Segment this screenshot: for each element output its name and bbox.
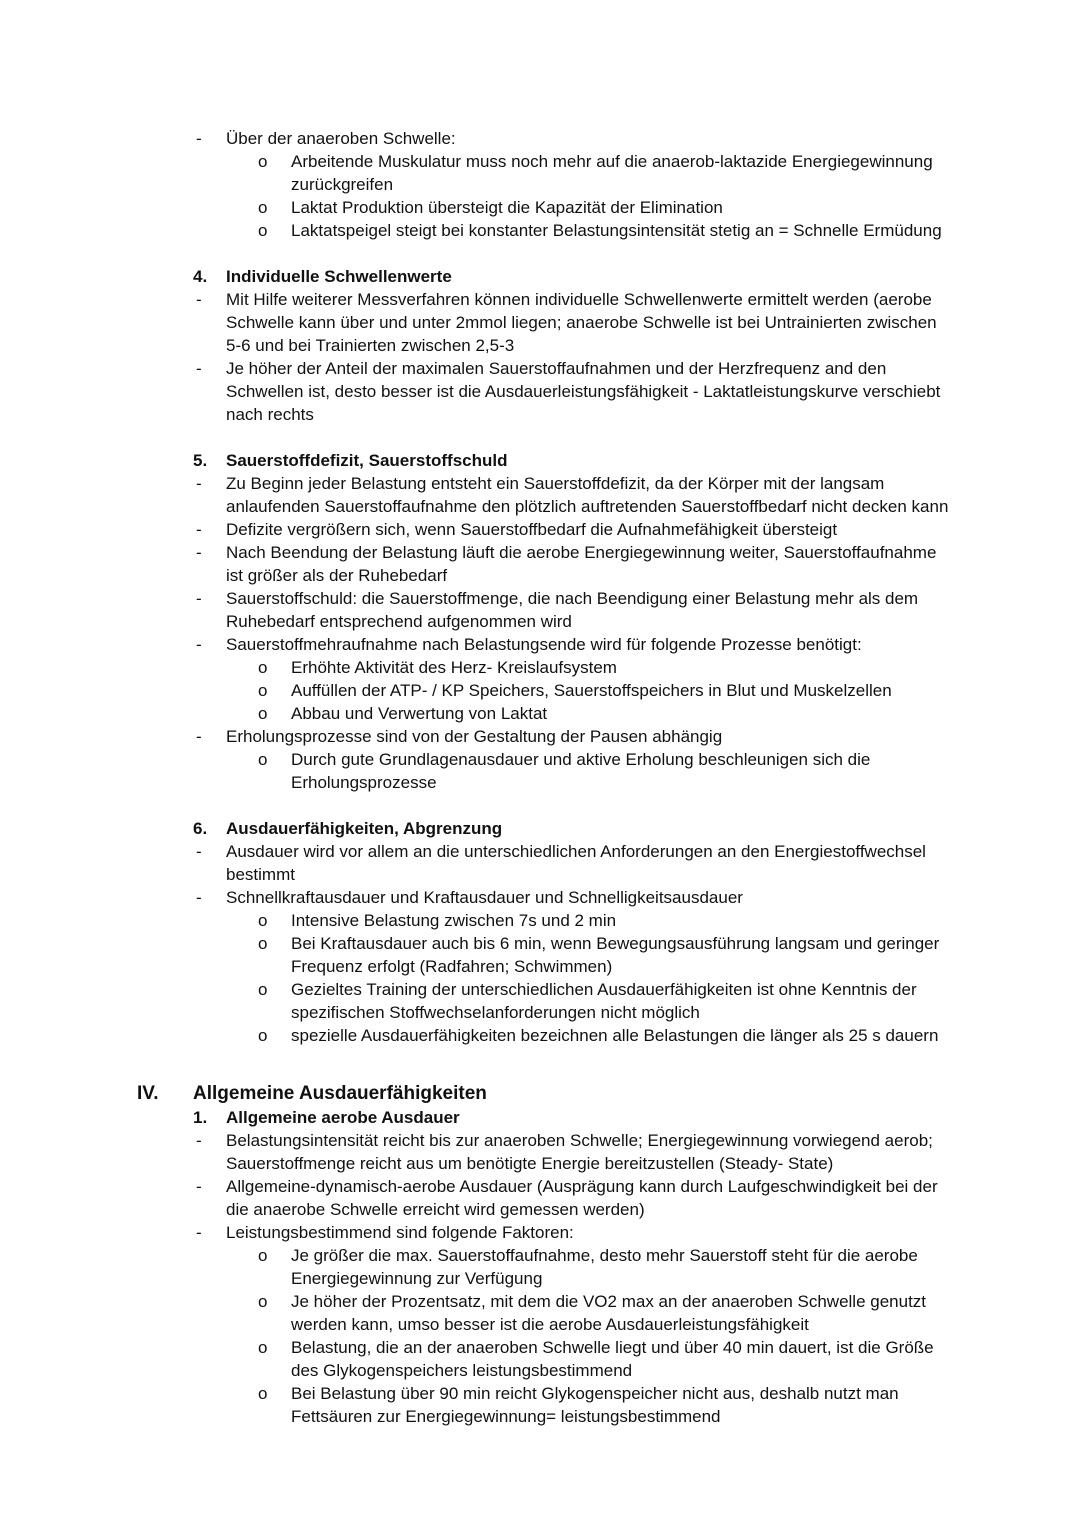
line-text: Belastungsintensität reicht bis zur anaeroben Schwelle; Energiegewinnung vorwiegend aerob; Sauerstoffmenge reicht aus um benötigte Energie bereitzustellen (Steady- State): [226, 1131, 933, 1173]
line-text: Sauerstoffdefizit, Sauerstoffschuld: [226, 451, 508, 470]
circle-bullet: o: [258, 750, 268, 769]
line-text: Zu Beginn jeder Belastung entsteht ein Sauerstoffdefizit, da der Körper mit der langsam anlaufenden Sauerstoffaufnahme den plötzlich auftretenden Sauerstoffbedarf nicht decken kann: [226, 474, 949, 516]
line-text: Durch gute Grundlagenausdauer und aktive Erholung beschleunigen sich die Erholungsprozesse: [291, 750, 871, 792]
dash-bullet: -: [196, 1177, 202, 1196]
circle-list-item: [0, 748, 1080, 794]
section-number: 1.: [193, 1108, 208, 1127]
line-text: Defizite vergrößern sich, wenn Sauerstoffbedarf die Aufnahmefähigkeit übersteigt: [226, 520, 838, 539]
circle-list-item: [0, 196, 1080, 219]
line-text: Sauerstoffmehraufnahme nach Belastungsende wird für folgende Prozesse benötigt:: [226, 635, 862, 654]
dash-list-item: [0, 587, 1080, 633]
dash-list-item: [0, 886, 1080, 909]
dash-bullet: -: [196, 727, 202, 746]
circle-bullet: o: [258, 704, 268, 723]
dash-list-item: [0, 1129, 1080, 1175]
section-heading: [0, 817, 1080, 840]
circle-list-item: [0, 656, 1080, 679]
circle-bullet: o: [258, 1292, 268, 1311]
circle-bullet: o: [258, 980, 268, 999]
circle-bullet: o: [258, 221, 268, 240]
line-text: Nach Beendung der Belastung läuft die aerobe Energiegewinnung weiter, Sauerstoffaufnahme ist größer als der Ruhebedarf: [226, 543, 937, 585]
line-text: Laktatspeigel steigt bei konstanter Belastungsintensität stetig an = Schnelle Ermüdung: [291, 221, 942, 240]
section-number: 5.: [193, 451, 208, 470]
circle-bullet: o: [258, 1026, 268, 1045]
circle-bullet: o: [258, 681, 268, 700]
line-text: Belastung, die an der anaeroben Schwelle liegt und über 40 min dauert, ist die Größe des Glykogenspeichers leistungsbestimmend: [291, 1338, 934, 1380]
circle-list-item: [0, 1024, 1080, 1047]
circle-list-item: [0, 932, 1080, 978]
line-text: Abbau und Verwertung von Laktat: [291, 704, 548, 723]
circle-list-item: [0, 679, 1080, 702]
line-text: Allgemeine Ausdauerfähigkeiten: [193, 1083, 487, 1104]
paragraph-spacer: [0, 1047, 1080, 1082]
paragraph-spacer: [0, 794, 1080, 817]
dash-list-item: [0, 541, 1080, 587]
circle-list-item: [0, 702, 1080, 725]
dash-bullet: -: [196, 842, 202, 861]
chapter-heading: [0, 1082, 1080, 1106]
line-text: Gezieltes Training der unterschiedlichen Ausdauerfähigkeiten ist ohne Kenntnis der spezifischen Stoffwechselanforderungen nicht möglich: [291, 980, 917, 1022]
section-number: 4.: [193, 267, 208, 286]
section-heading: [0, 449, 1080, 472]
circle-list-item: [0, 1290, 1080, 1336]
circle-bullet: o: [258, 1338, 268, 1357]
dash-list-item: [0, 288, 1080, 357]
line-text: Individuelle Schwellenwerte: [226, 267, 452, 286]
line-text: Ausdauer wird vor allem an die unterschiedlichen Anforderungen an den Energiestoffwechsel bestimmt: [226, 842, 926, 884]
line-text: Über der anaeroben Schwelle:: [226, 129, 456, 148]
line-text: Schnellkraftausdauer und Kraftausdauer und Schnelligkeitsausdauer: [226, 888, 743, 907]
dash-list-item: [0, 1175, 1080, 1221]
dash-bullet: -: [196, 888, 202, 907]
dash-list-item: [0, 127, 1080, 150]
circle-bullet: o: [258, 198, 268, 217]
line-text: Bei Kraftausdauer auch bis 6 min, wenn Bewegungsausführung langsam und geringer Frequenz erfolgt (Radfahren; Schwimmen): [291, 934, 940, 976]
dash-bullet: -: [196, 635, 202, 654]
dash-bullet: -: [196, 543, 202, 562]
dash-list-item: [0, 518, 1080, 541]
paragraph-spacer: [0, 242, 1080, 265]
line-text: Arbeitende Muskulatur muss noch mehr auf die anaerob-laktazide Energiegewinnung zurückgreifen: [291, 152, 933, 194]
dash-list-item: [0, 357, 1080, 426]
circle-bullet: o: [258, 658, 268, 677]
section-heading: [0, 265, 1080, 288]
circle-bullet: o: [258, 1246, 268, 1265]
dash-bullet: -: [196, 359, 202, 378]
dash-bullet: -: [196, 1223, 202, 1242]
circle-bullet: o: [258, 152, 268, 171]
section-number: 6.: [193, 819, 208, 838]
line-text: Je größer die max. Sauerstoffaufnahme, desto mehr Sauerstoff steht für die aerobe Energiegewinnung zur Verfügung: [291, 1246, 918, 1288]
line-text: Leistungsbestimmend sind folgende Faktoren:: [226, 1223, 574, 1242]
line-text: Erholungsprozesse sind von der Gestaltung der Pausen abhängig: [226, 727, 723, 746]
dash-list-item: [0, 725, 1080, 748]
circle-list-item: [0, 219, 1080, 242]
line-text: Intensive Belastung zwischen 7s und 2 min: [291, 911, 617, 930]
line-text: Erhöhte Aktivität des Herz- Kreislaufsystem: [291, 658, 617, 677]
line-text: Ausdauerfähigkeiten, Abgrenzung: [226, 819, 503, 838]
circle-list-item: [0, 1244, 1080, 1290]
section-heading: [0, 1106, 1080, 1129]
dash-bullet: -: [196, 1131, 202, 1150]
line-text: spezielle Ausdauerfähigkeiten bezeichnen alle Belastungen die länger als 25 s dauern: [291, 1026, 939, 1045]
chapter-number: IV.: [137, 1083, 159, 1104]
paragraph-spacer: [0, 426, 1080, 449]
line-text: Allgemeine-dynamisch-aerobe Ausdauer (Ausprägung kann durch Laufgeschwindigkeit bei der die anaerobe Schwelle erreicht wird gemessen werden): [226, 1177, 938, 1219]
line-text: Bei Belastung über 90 min reicht Glykogenspeicher nicht aus, deshalb nutzt man Fettsäuren zur Energiegewinnung= leistungsbestimmend: [291, 1384, 899, 1426]
circle-bullet: o: [258, 934, 268, 953]
circle-list-item: [0, 909, 1080, 932]
dash-bullet: -: [196, 129, 202, 148]
circle-list-item: [0, 1336, 1080, 1382]
line-text: Allgemeine aerobe Ausdauer: [226, 1108, 460, 1127]
circle-bullet: o: [258, 911, 268, 930]
dash-list-item: [0, 840, 1080, 886]
line-text: Je höher der Prozentsatz, mit dem die VO2 max an der anaeroben Schwelle genutzt werden kann, umso besser ist die aerobe Ausdauerleistungsfähigkeit: [291, 1292, 927, 1334]
dash-list-item: [0, 1221, 1080, 1244]
dash-bullet: -: [196, 290, 202, 309]
dash-bullet: -: [196, 520, 202, 539]
circle-list-item: [0, 150, 1080, 196]
dash-list-item: [0, 472, 1080, 518]
document-page: [0, 127, 1080, 1428]
dash-list-item: [0, 633, 1080, 656]
dash-bullet: -: [196, 474, 202, 493]
line-text: Sauerstoffschuld: die Sauerstoffmenge, die nach Beendigung einer Belastung mehr als dem Ruhebedarf entsprechend aufgenommen wird: [226, 589, 919, 631]
circle-list-item: [0, 1382, 1080, 1428]
circle-list-item: [0, 978, 1080, 1024]
dash-bullet: -: [196, 589, 202, 608]
line-text: Mit Hilfe weiterer Messverfahren können individuelle Schwellenwerte ermittelt werden (aerobe Schwelle kann über und unter 2mmol liegen; anaerobe Schwelle ist bei Untrainierten zwischen 5-6 und bei Trainierten zwischen 2,5-3: [226, 290, 937, 355]
line-text: Auffüllen der ATP- / KP Speichers, Sauerstoffspeichers in Blut und Muskelzellen: [291, 681, 892, 700]
circle-bullet: o: [258, 1384, 268, 1403]
line-text: Je höher der Anteil der maximalen Sauerstoffaufnahmen und der Herzfrequenz and den Schwellen ist, desto besser ist die Ausdauerleistungsfähigkeit - Laktatleistungskurve verschiebt nach rechts: [226, 359, 941, 424]
line-text: Laktat Produktion übersteigt die Kapazität der Elimination: [291, 198, 723, 217]
